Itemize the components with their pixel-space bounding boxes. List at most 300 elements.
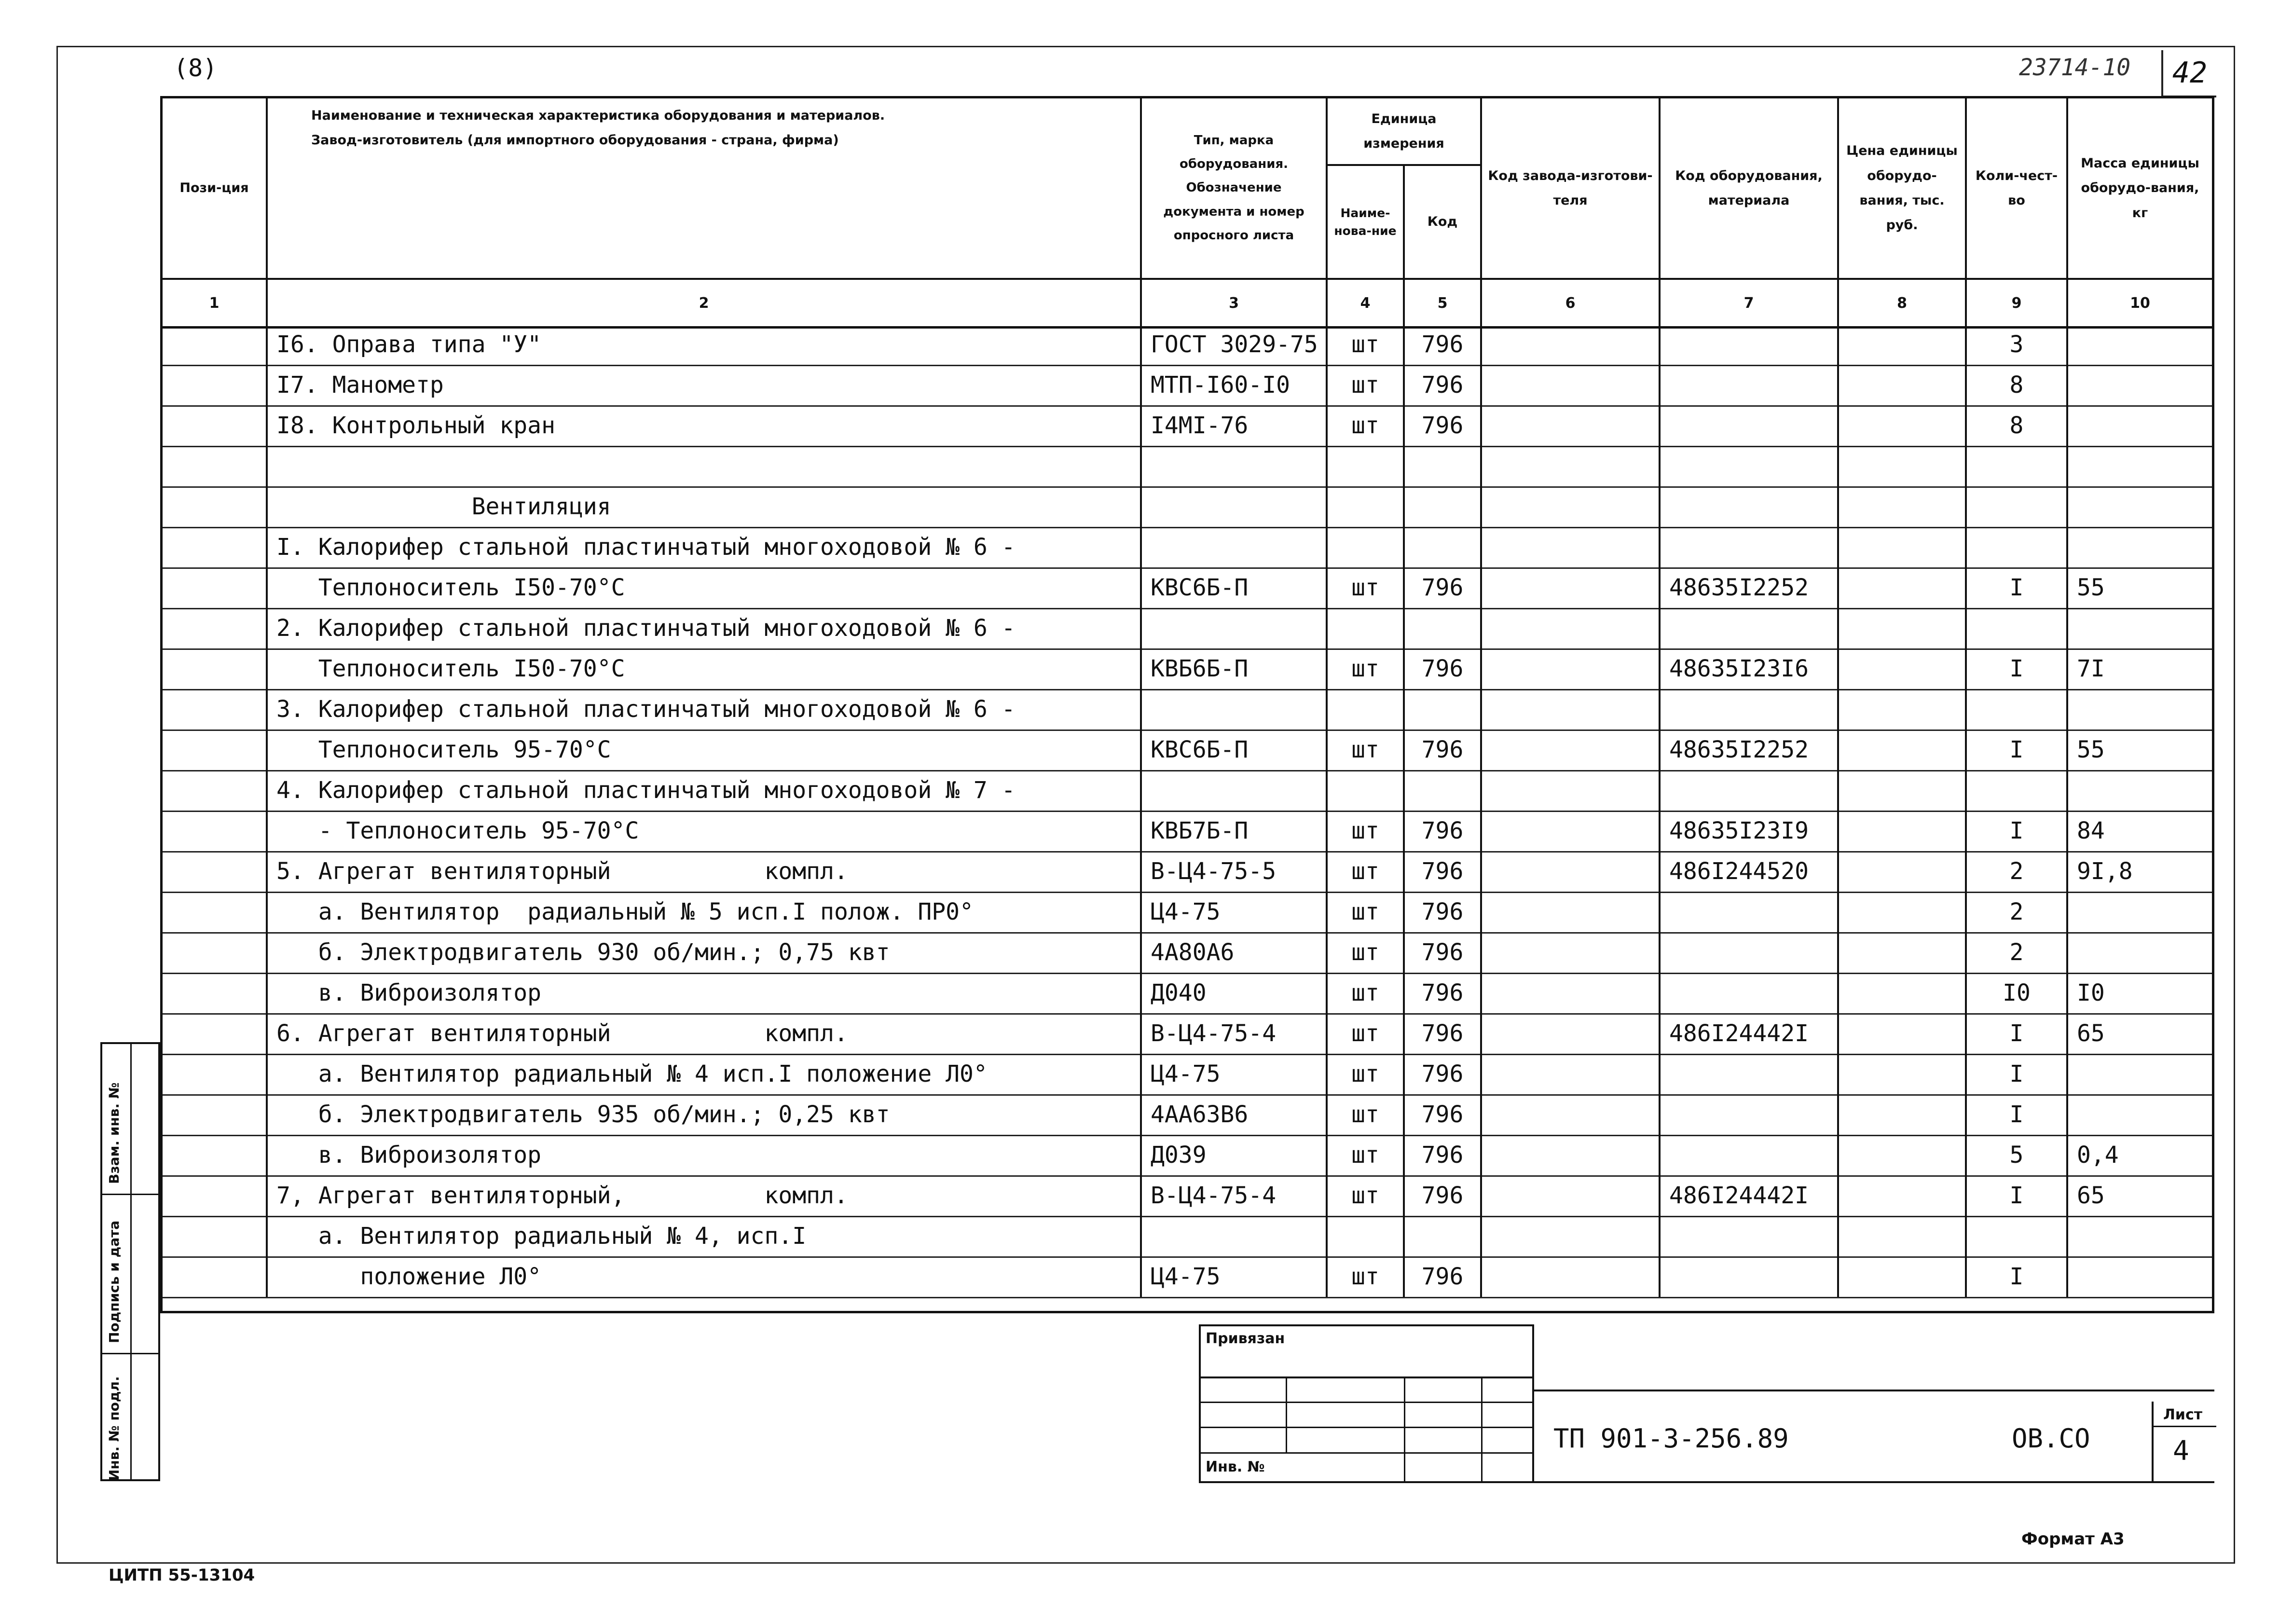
cell-unit [1328, 527, 1405, 567]
cell-empty [163, 446, 268, 486]
cell-equip-code: 48635I23I6 [1661, 648, 1839, 689]
cell-empty [1482, 1216, 1661, 1256]
cell-empty [1839, 324, 1967, 365]
cell-mass: 0,4 [2077, 1142, 2119, 1169]
colnum-8: 8 [1839, 280, 1967, 326]
cell-empty [1839, 932, 1967, 973]
cell-code: 796 [1405, 1094, 1482, 1135]
cell-empty [163, 405, 268, 446]
cell-empty [163, 527, 268, 567]
side-stamp-column [100, 1042, 160, 1481]
header-mass: Масса единицы оборудо-вания, кг [2081, 156, 2199, 220]
cell-empty [1839, 811, 1967, 851]
cell-qty: I [1967, 1094, 2068, 1135]
cell-type [1142, 527, 1328, 567]
format-label: Формат А3 [2021, 1529, 2125, 1549]
cell-empty [163, 1054, 268, 1094]
cell-empty [1482, 324, 1661, 365]
cell-code: 796 [1405, 1175, 1482, 1216]
header-unit-group: Единица измерения [1328, 98, 1482, 166]
cell-type [1142, 446, 1328, 486]
cell-unit: шт [1328, 973, 1405, 1013]
table-row [163, 1013, 2212, 1055]
cell-unit: шт [1328, 405, 1405, 446]
cell-empty [163, 365, 268, 405]
cell-empty [1482, 892, 1661, 932]
colnum-1: 1 [163, 280, 268, 326]
cell-empty [1482, 365, 1661, 405]
cell-empty [1482, 1175, 1661, 1216]
cell-empty [1482, 648, 1661, 689]
cell-name: I8. Контрольный кран [268, 405, 1142, 446]
header-name [268, 98, 1142, 278]
cell-name: Теплоноситель I50-70°С [268, 567, 1142, 608]
cell-code: 796 [1405, 405, 1482, 446]
cell-mass [2068, 486, 2212, 527]
table-row [163, 892, 2212, 934]
cell-name: I. Калорифер стальной пластинчатый многоходовой № 6 - [268, 527, 1142, 567]
colnum-2: 2 [268, 280, 1142, 326]
cell-qty: 2 [1967, 892, 2068, 932]
cell-empty [1482, 608, 1661, 648]
cell-qty: I [1967, 1175, 2068, 1216]
cell-name: б. Электродвигатель 935 об/мин.; 0,25 квт [268, 1094, 1142, 1135]
cell-qty: I [1967, 811, 2068, 851]
header-unit-code: Код [1405, 166, 1482, 278]
cell-name: 5. Агрегат вентиляторный компл. [268, 851, 1142, 892]
cell-qty [1967, 486, 2068, 527]
cell-equip-code [1661, 689, 1839, 729]
cell-name: а. Вентилятор радиальный № 5 исп.I полож. ПР0° [268, 892, 1142, 932]
table-row [163, 811, 2212, 853]
cell-unit: шт [1328, 811, 1405, 851]
colnum-4: 4 [1328, 280, 1405, 326]
table-row [163, 405, 2212, 447]
cell-empty [163, 1175, 268, 1216]
cell-name: Теплоноситель 95-70°С [268, 729, 1142, 770]
cell-qty: 2 [1967, 851, 2068, 892]
cell-name: а. Вентилятор радиальный № 4 исп.I положение Л0° [268, 1054, 1142, 1094]
cell-empty [1482, 851, 1661, 892]
cell-empty [1839, 973, 1967, 1013]
cell-empty [163, 1216, 268, 1256]
cell-code: 796 [1405, 729, 1482, 770]
cell-empty [1482, 1256, 1661, 1297]
cell-code: 796 [1405, 973, 1482, 1013]
cell-empty [163, 567, 268, 608]
table-row [163, 365, 2212, 407]
cell-empty [1839, 1135, 1967, 1175]
cell-equip-code [1661, 486, 1839, 527]
cell-name: Теплоноситель I50-70°С [268, 648, 1142, 689]
cell-type [1142, 770, 1328, 811]
colnum-3: 3 [1142, 280, 1328, 326]
table-row [163, 851, 2212, 893]
cell-unit: шт [1328, 1054, 1405, 1094]
handwritten-number: 23714-10 [2019, 54, 2131, 81]
header-equipment-code: Код оборудования, материала [1661, 98, 1839, 278]
header-quantity: Коли-чест-во [1967, 98, 2068, 278]
cell-unit: шт [1328, 851, 1405, 892]
cell-qty: I0 [1967, 973, 2068, 1013]
cell-empty [163, 1013, 268, 1054]
bound-stamp [1199, 1324, 1534, 1481]
cell-empty [163, 486, 268, 527]
cell-qty: 8 [1967, 365, 2068, 405]
cell-equip-code [1661, 770, 1839, 811]
cell-type: КВБ7Б-П [1142, 811, 1328, 851]
cell-qty: I [1967, 1013, 2068, 1054]
cell-code: 796 [1405, 851, 1482, 892]
cell-qty: 8 [1967, 405, 2068, 446]
sheet-label: Лист [2163, 1406, 2203, 1423]
cell-qty: I [1967, 648, 2068, 689]
cell-empty [163, 811, 268, 851]
cell-code [1405, 527, 1482, 567]
cell-empty [163, 892, 268, 932]
cell-empty [1839, 1054, 1967, 1094]
cell-empty [1482, 689, 1661, 729]
cell-equip-code [1661, 1054, 1839, 1094]
cell-type: ГОСТ 3029-75 [1142, 324, 1328, 365]
cell-equip-code [1661, 1135, 1839, 1175]
cell-code: 796 [1405, 1256, 1482, 1297]
cell-empty [1482, 527, 1661, 567]
cell-name: I7. Манометр [268, 365, 1142, 405]
cell-name: 4. Калорифер стальной пластинчатый многоходовой № 7 - [268, 770, 1142, 811]
cell-type: В-Ц4-75-5 [1142, 851, 1328, 892]
cell-unit: шт [1328, 729, 1405, 770]
colnum-10: 10 [2130, 294, 2150, 312]
cell-equip-code [1661, 527, 1839, 567]
cell-equip-code [1661, 324, 1839, 365]
cell-type [1142, 608, 1328, 648]
cell-type: 4АА63В6 [1142, 1094, 1328, 1135]
table-row [163, 1256, 2212, 1298]
cell-type: В-Ц4-75-4 [1142, 1175, 1328, 1216]
side-label-vzam: Взам. инв. № [106, 1082, 122, 1184]
cell-unit: шт [1328, 1256, 1405, 1297]
cell-empty [1839, 689, 1967, 729]
table-row [163, 648, 2212, 690]
header-unit-name: Наиме-нова-ние [1328, 166, 1405, 278]
cell-type: Д040 [1142, 973, 1328, 1013]
bound-label: Привязан [1206, 1330, 1285, 1347]
cell-empty [1839, 365, 1967, 405]
side-label-inv-podl: Инв. № подл. [106, 1376, 122, 1481]
cell-mass: I0 [2077, 979, 2105, 1006]
cell-unit [1328, 770, 1405, 811]
cell-qty: 3 [1967, 324, 2068, 365]
cell-empty [1482, 567, 1661, 608]
cell-empty [163, 1094, 268, 1135]
cell-mass [2068, 527, 2212, 567]
cell-name: I6. Оправа типа "У" [268, 324, 1142, 365]
cell-qty: I [1967, 1256, 2068, 1297]
cell-name: положение Л0° [268, 1256, 1142, 1297]
cell-qty [1967, 446, 2068, 486]
table-row [163, 486, 2212, 528]
document-code: ОВ.СО [2012, 1423, 2090, 1454]
cell-unit: шт [1328, 932, 1405, 973]
cell-type: КВС6Б-П [1142, 729, 1328, 770]
table-row [163, 324, 2212, 366]
cell-code: 796 [1405, 1054, 1482, 1094]
cell-code [1405, 689, 1482, 729]
cell-code: 796 [1405, 811, 1482, 851]
table-row [163, 932, 2212, 974]
corner-sheet-number: 42 [2161, 50, 2216, 97]
table-row [163, 770, 2212, 812]
cell-name: а. Вентилятор радиальный № 4, исп.I [268, 1216, 1142, 1256]
cell-mass: 65 [2077, 1020, 2105, 1047]
cell-name: б. Электродвигатель 930 об/мин.; 0,75 квт [268, 932, 1142, 973]
cell-empty [1482, 1135, 1661, 1175]
cell-equip-code [1661, 446, 1839, 486]
cell-empty [163, 770, 268, 811]
cell-code: 796 [1405, 1135, 1482, 1175]
cell-qty [1967, 770, 2068, 811]
cell-equip-code: 486I24442I [1661, 1175, 1839, 1216]
cell-type: КВС6Б-П [1142, 567, 1328, 608]
cell-name: 2. Калорифер стальной пластинчатый многоходовой № 6 - [268, 608, 1142, 648]
cell-qty [1967, 1216, 2068, 1256]
cell-code [1405, 446, 1482, 486]
cell-mass: 7I [2077, 655, 2105, 682]
cell-qty: 2 [1967, 932, 2068, 973]
cell-empty [1839, 608, 1967, 648]
cell-mass: 55 [2077, 574, 2105, 601]
table-row [163, 689, 2212, 731]
cell-code [1405, 486, 1482, 527]
cell-name: - Теплоноситель 95-70°С [268, 811, 1142, 851]
header-price: Цена единицы оборудо-вания, тыс. руб. [1839, 98, 1967, 278]
cell-qty: 5 [1967, 1135, 2068, 1175]
cell-empty [1839, 851, 1967, 892]
cell-qty [1967, 527, 2068, 567]
cell-empty [163, 973, 268, 1013]
cell-unit: шт [1328, 648, 1405, 689]
header-position: Пози-ция [163, 98, 268, 278]
cell-unit [1328, 446, 1405, 486]
cell-empty [1839, 648, 1967, 689]
cell-empty [1839, 892, 1967, 932]
cell-empty [1839, 1256, 1967, 1297]
cell-mass [2068, 446, 2212, 486]
cell-code [1405, 770, 1482, 811]
header-factory-code: Код завода-изготови-теля [1482, 98, 1661, 278]
cell-empty [1839, 486, 1967, 527]
cell-code: 796 [1405, 892, 1482, 932]
cell-empty [1482, 486, 1661, 527]
colnum-6: 6 [1482, 280, 1661, 326]
cell-empty [163, 608, 268, 648]
inv-no-label: Инв. № [1206, 1459, 1265, 1475]
cell-qty [1967, 608, 2068, 648]
cell-empty [1482, 729, 1661, 770]
header-name-line1: Наименование и техническая характеристика оборудования и материалов. [311, 108, 885, 123]
cell-unit [1328, 689, 1405, 729]
header-name-line2: Завод-изготовитель (для импортного оборудования - страна, фирма) [311, 133, 839, 148]
cell-name: в. Виброизолятор [268, 1135, 1142, 1175]
cell-mass [2068, 405, 2212, 446]
cell-empty [163, 932, 268, 973]
side-divider [102, 1194, 158, 1195]
cell-unit: шт [1328, 324, 1405, 365]
cell-empty [1839, 446, 1967, 486]
page-number: (8) [174, 54, 218, 82]
cell-code: 796 [1405, 648, 1482, 689]
cell-type [1142, 486, 1328, 527]
cell-equip-code: 486I244520 [1661, 851, 1839, 892]
footer-code: ЦИТП 55-13104 [109, 1566, 255, 1585]
colnum-7: 7 [1661, 280, 1839, 326]
cell-empty [163, 689, 268, 729]
cell-type [1142, 1216, 1328, 1256]
cell-type [1142, 689, 1328, 729]
cell-code [1405, 1216, 1482, 1256]
cell-equip-code: 48635I2252 [1661, 567, 1839, 608]
cell-empty [1839, 729, 1967, 770]
cell-mass [2068, 932, 2212, 973]
cell-unit: шт [1328, 1013, 1405, 1054]
project-number: ТП 901-3-256.89 [1553, 1423, 1789, 1454]
cell-equip-code: 486I24442I [1661, 1013, 1839, 1054]
cell-mass: 84 [2077, 817, 2105, 844]
sheet-box [2152, 1402, 2216, 1481]
cell-empty [1839, 1216, 1967, 1256]
cell-mass: 65 [2077, 1182, 2105, 1209]
cell-empty [1839, 1013, 1967, 1054]
side-label-signature: Подпись и дата [106, 1220, 122, 1343]
cell-unit: шт [1328, 1094, 1405, 1135]
cell-equip-code [1661, 405, 1839, 446]
cell-mass [2068, 770, 2212, 811]
cell-empty [1839, 567, 1967, 608]
cell-name: Вентиляция [268, 486, 1142, 527]
cell-equip-code: 48635I23I9 [1661, 811, 1839, 851]
cell-empty [163, 1256, 268, 1297]
cell-empty [1482, 973, 1661, 1013]
cell-mass [2068, 892, 2212, 932]
cell-unit: шт [1328, 567, 1405, 608]
cell-empty [163, 729, 268, 770]
table-row [163, 527, 2212, 569]
cell-type: Ц4-75 [1142, 892, 1328, 932]
cell-code: 796 [1405, 567, 1482, 608]
cell-unit [1328, 1216, 1405, 1256]
cell-mass [2068, 324, 2212, 365]
cell-mass [2068, 365, 2212, 405]
cell-empty [1839, 1175, 1967, 1216]
cell-type: КВБ6Б-П [1142, 648, 1328, 689]
cell-qty: I [1967, 1054, 2068, 1094]
cell-name [268, 446, 1142, 486]
cell-mass [2068, 1256, 2212, 1297]
cell-type: МТП-I60-I0 [1142, 365, 1328, 405]
side-divider [130, 1044, 132, 1479]
cell-type: Ц4-75 [1142, 1054, 1328, 1094]
cell-mass: 9I,8 [2077, 858, 2133, 885]
cell-type: В-Ц4-75-4 [1142, 1013, 1328, 1054]
cell-empty [1839, 1094, 1967, 1135]
cell-equip-code [1661, 932, 1839, 973]
cell-empty [1482, 405, 1661, 446]
cell-mass [2068, 1094, 2212, 1135]
cell-unit [1328, 486, 1405, 527]
cell-mass: 55 [2077, 736, 2105, 763]
cell-empty [1839, 770, 1967, 811]
table-row [163, 973, 2212, 1015]
cell-code: 796 [1405, 932, 1482, 973]
cell-empty [163, 324, 268, 365]
equipment-table [160, 96, 2214, 1313]
table-row [163, 729, 2212, 771]
table-row [163, 1054, 2212, 1096]
cell-type: I4МI-76 [1142, 405, 1328, 446]
cell-equip-code [1661, 1094, 1839, 1135]
table-row [163, 446, 2212, 488]
cell-mass [2068, 1216, 2212, 1256]
cell-mass [2068, 608, 2212, 648]
cell-empty [1482, 770, 1661, 811]
cell-empty [163, 851, 268, 892]
cell-equip-code [1661, 608, 1839, 648]
cell-equip-code [1661, 365, 1839, 405]
cell-empty [1839, 527, 1967, 567]
column-number-row [163, 278, 2212, 329]
table-row [163, 1135, 2212, 1177]
cell-equip-code [1661, 1216, 1839, 1256]
cell-equip-code [1661, 892, 1839, 932]
cell-unit: шт [1328, 1175, 1405, 1216]
header-type: Тип, марка оборудования. Обозначение документа и номер опросного листа [1142, 98, 1328, 278]
cell-empty [1482, 932, 1661, 973]
colnum-5: 5 [1405, 280, 1482, 326]
cell-code: 796 [1405, 1013, 1482, 1054]
stamp-bottom-line [1199, 1481, 2214, 1483]
cell-unit [1328, 608, 1405, 648]
cell-code: 796 [1405, 324, 1482, 365]
cell-mass [2068, 689, 2212, 729]
side-divider [102, 1353, 158, 1354]
cell-empty [1482, 1094, 1661, 1135]
cell-equip-code [1661, 1256, 1839, 1297]
cell-unit: шт [1328, 892, 1405, 932]
table-row [163, 1094, 2212, 1136]
table-row [163, 1175, 2212, 1217]
cell-empty [1482, 446, 1661, 486]
cell-mass [2068, 1054, 2212, 1094]
cell-type: Ц4-75 [1142, 1256, 1328, 1297]
cell-name: 3. Калорифер стальной пластинчатый многоходовой № 6 - [268, 689, 1142, 729]
cell-empty [163, 648, 268, 689]
cell-type: 4А80А6 [1142, 932, 1328, 973]
colnum-9: 9 [1967, 280, 2068, 326]
cell-empty [1482, 1013, 1661, 1054]
cell-qty: I [1967, 729, 2068, 770]
stamp-top-line [1534, 1390, 2214, 1391]
cell-qty: I [1967, 567, 2068, 608]
cell-unit: шт [1328, 1135, 1405, 1175]
table-row [163, 608, 2212, 650]
cell-name: в. Виброизолятор [268, 973, 1142, 1013]
cell-code [1405, 608, 1482, 648]
cell-code: 796 [1405, 365, 1482, 405]
cell-empty [1839, 405, 1967, 446]
sheet-value: 4 [2173, 1435, 2189, 1467]
cell-name: 6. Агрегат вентиляторный компл. [268, 1013, 1142, 1054]
